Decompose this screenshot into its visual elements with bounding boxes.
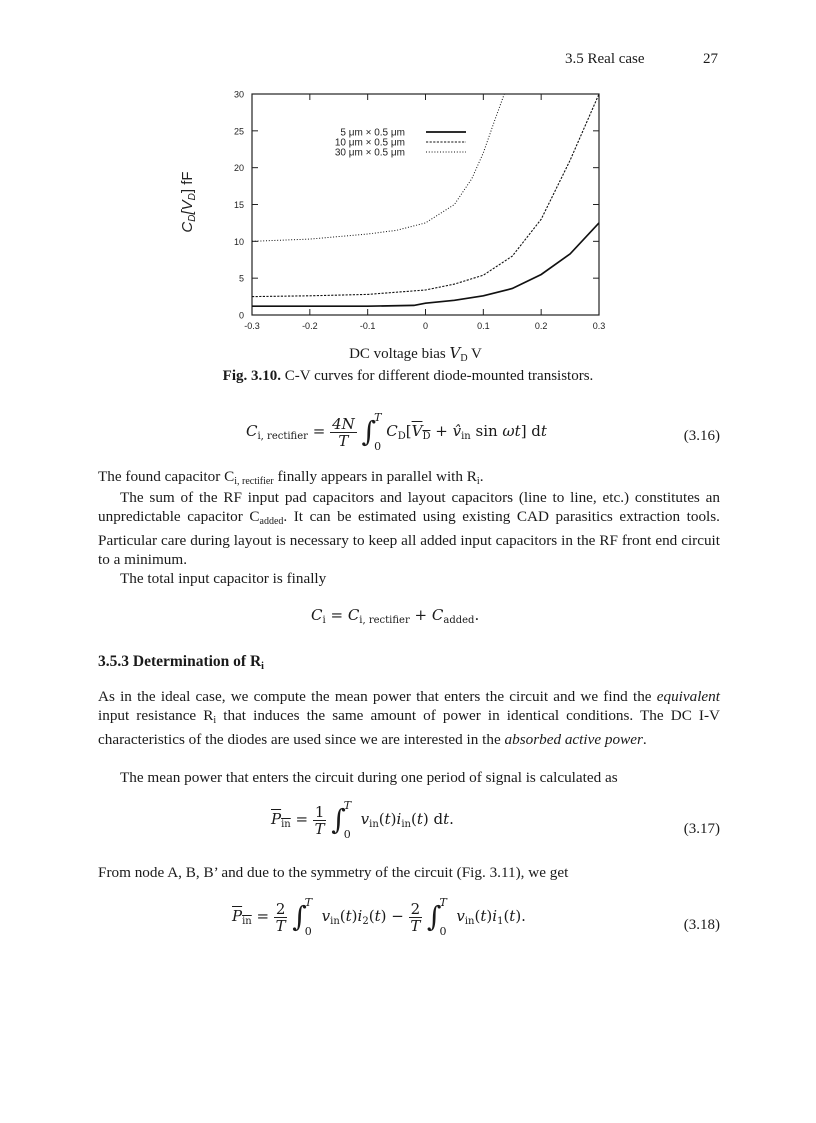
- figure-caption-text: C-V curves for different diode-mounted transistors.: [284, 368, 594, 384]
- paragraph-node-symmetry: From node A, B, B’ and due to the symmetry of the circuit (Fig. 3.11), we get: [98, 864, 569, 881]
- equation-3-18: $P_{in}$ = $\frac{2}{T}$ ∫ T 0 $v_{in}(t)i_2(t)$ − $\frac{2}{T}$ ∫ T 0 $v_{in}(t)i_1(t)$.: [232, 896, 526, 938]
- figure-caption: [0, 368, 816, 385]
- series-line-30um: [252, 84, 512, 241]
- paragraph-found-capacitor: The found capacitor $C_{i, rectifier}$ finally appears in parallel with $R_i$.: [98, 468, 484, 487]
- x-tick-label: -0.2: [302, 321, 318, 331]
- y-tick-label: 10: [233, 236, 244, 247]
- x-axis-label: DC voltage bias $V_D$ V: [349, 344, 482, 364]
- equation-3-17: $P_{in}$ = $\frac{1}{T}$ ∫ T 0 $v_{in}(t)i_{in}(t)$ dt.: [271, 799, 454, 841]
- y-label-d: D: [187, 214, 198, 222]
- y-tick-label: 5: [238, 273, 244, 284]
- paragraph-added-capacitor: The sum of the RF input pad capacitors and layout capacitors (line to line, etc.) constitutes an unpredictable capacitor $C_{added}$. It can be estimated using existing CAD parasitics extraction tools. Particular care during layout is necessary to keep all added input capacitors in the RF front end circuit to a minimum.: [98, 489, 720, 568]
- equation-number-3-17: (3.17): [683, 821, 720, 837]
- running-header-section: 3.5 Real case: [565, 51, 645, 67]
- cv-curves-chart: [170, 84, 630, 360]
- y-label-c: C: [179, 221, 196, 233]
- section-heading: 3.5.3 Determination of $R_i$: [98, 653, 264, 672]
- equation-3-16: $C_{i, rectifier}$ = $\frac{4N}{T}$ ∫ T 0 $C_D[V_D$ + $v̂_{in}$ sin ωt] dt: [246, 411, 547, 453]
- equation-total-capacitor: $C_i = C_{i, rectifier} + C_{added}$.: [311, 606, 480, 626]
- x-tick-label: 0.2: [534, 321, 548, 331]
- x-tick-label: 0.3: [592, 321, 606, 331]
- paragraph-mean-power: As in the ideal case, we compute the mean power that enters the circuit and we find the equivalent input resistance $R_i$ that induces the same amount of power in identical conditions. The DC I-V characteristics of the diodes are used since we are interested in the absorbed active power.: [98, 688, 720, 748]
- y-tick-label: 30: [233, 89, 244, 100]
- y-axis-label: [179, 171, 198, 232]
- legend-label: 30 μm × 0.5 μm: [334, 147, 405, 159]
- equation-number-3-18: (3.18): [683, 917, 720, 933]
- x-tick-label: -0.3: [244, 321, 260, 331]
- series-line-5um: [252, 223, 599, 306]
- paragraph-total-capacitor: The total input capacitor is finally: [120, 570, 327, 587]
- plot-frame: [252, 94, 599, 315]
- x-tick-label: -0.1: [359, 321, 376, 331]
- x-tick-label: 0: [422, 321, 429, 331]
- paragraph-one-period: The mean power that enters the circuit during one period of signal is calculated as: [120, 769, 618, 786]
- legend-label: 5 μm × 0.5 μm: [340, 127, 405, 139]
- figure-caption-label: Fig. 3.10.: [222, 368, 282, 384]
- page-number: 27: [703, 51, 718, 67]
- x-tick-label: 0.1: [477, 321, 490, 331]
- equation-number-3-16: (3.16): [683, 428, 720, 444]
- legend-label: 10 μm × 0.5 μm: [334, 137, 405, 149]
- y-tick-label: 20: [233, 163, 244, 174]
- y-tick-label: 0: [238, 310, 244, 321]
- y-tick-label: 15: [233, 200, 244, 210]
- series-line-10um: [252, 94, 599, 297]
- y-tick-label: 25: [233, 126, 244, 137]
- svg-text:CD[VD] fF: $C_D[V_D]$ fF: [179, 171, 198, 233]
